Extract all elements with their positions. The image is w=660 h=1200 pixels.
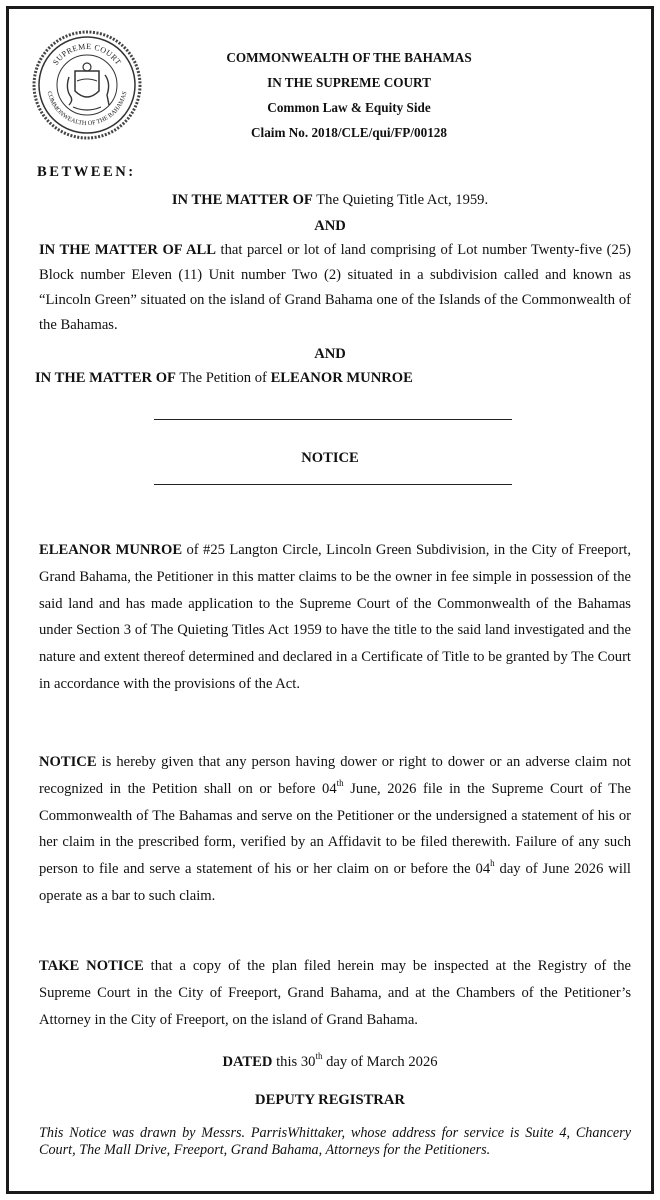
matter-1 [9,187,651,213]
notice-heading: NOTICE [301,450,359,466]
matter-2-bold: IN THE MATTER OF ALL [39,242,216,258]
signatory: DEPUTY REGISTRAR [255,1092,405,1108]
dated-text-a: this 30 [272,1054,316,1070]
para1-text: of #25 Langton Circle, Lincoln Green Subdivision, in the City of Freeport, Grand Bahama, the Petitioner in this matter claims to be the owner in fee simple in possession of the said land and has made application to the Supreme Court of the Commonwealth of the Bahamas under Section 3 of The Quieting Titles Act 1959 to have the title to the said land investigated and the nature and extent thereof determined and declared in a Certificate of Title to be granted by The Court in accordance with the provisions of the Act. [39,542,632,692]
footer-note: This Notice was drawn by Messrs. ParrisWhittaker, whose address for service is Suite 4, Chancery Court, The Mall Drive, Freeport, Grand Bahama, Attorneys for the Petitioners. [39,1125,631,1158]
dated-sup: th [315,1051,323,1062]
paragraph-notice [39,749,631,910]
svg-text:SUPREME COURT: SUPREME COURT [50,41,124,67]
matter-2-text: that parcel or lot of land comprising of Lot number Twenty-five (25) Block number Eleven (11) Unit number Two (2) situated in a subdivision called and known as “Lincoln Green” situated on the island of Grand Bahama one of the Islands of the Commonwealth of the Bahamas. [39,242,631,333]
claim-number: Claim No. 2018/CLE/qui/FP/00128 [251,125,447,140]
paragraph-petition [39,537,631,698]
matter-3-text: The Petition of [175,370,271,386]
petitioner-name: ELEANOR MUNROE [270,370,413,386]
and-2: AND [314,346,346,362]
para1-bold: ELEANOR MUNROE [39,542,183,558]
dated-text-b: day of March 2026 [322,1054,438,1070]
matter-3-bold: IN THE MATTER OF [35,370,176,386]
matter-1-text: The Quieting Title Act, 1959. [312,192,489,208]
para2-text-c: day of June 2026 will operate as a bar to such claim. [39,861,631,904]
matter-3 [35,365,413,391]
and-1: AND [314,218,346,234]
between-label: BETWEEN: [37,164,136,180]
para2-sup-b: h [490,858,495,869]
matter-1-bold: IN THE MATTER OF [171,192,313,208]
legal-notice [9,9,651,1191]
para2-text-b: June, 2026 file in the Supreme Court of The Commonwealth of The Bahamas and serve on the Petitioner or the undersigned a statement of his or her claim in the prescribed form, verified by an Affidavit to be filed therewith. Failure of any such person to file and serve a statement of his or her claim on or before the 04 [39,780,632,878]
para3-bold: TAKE NOTICE [39,958,144,974]
matter-2 [39,238,631,338]
divider-bottom [154,484,512,485]
header-line-1: COMMONWEALTH OF THE BAHAMAS [226,50,472,65]
supreme-court-seal-icon [31,29,143,141]
divider-top [154,419,512,420]
paragraph-take-notice [39,953,631,1033]
para2-bold: NOTICE [39,754,97,770]
para2-sup-a: th [336,777,344,788]
court-header [159,45,539,145]
dated-bold: DATED [222,1054,273,1070]
svg-text:COMMONWEALTH OF THE BAHAMAS: COMMONWEALTH OF THE BAHAMAS [45,90,129,128]
header-line-2: IN THE SUPREME COURT [267,75,431,90]
para2-text-a: is hereby given that any person having dower or right to dower or an adverse claim not recognized in the Petition shall on or before 04 [39,754,631,797]
header-line-3: Common Law & Equity Side [267,100,431,115]
para3-text: that a copy of the plan filed herein may be inspected at the Registry of the Supreme Court in the City of Freeport, Grand Bahama, and at the Chambers of the Petitioner’s Attorney in the City of Freeport, on the island of Grand Bahama. [39,958,631,1028]
dated-line [9,1049,651,1075]
